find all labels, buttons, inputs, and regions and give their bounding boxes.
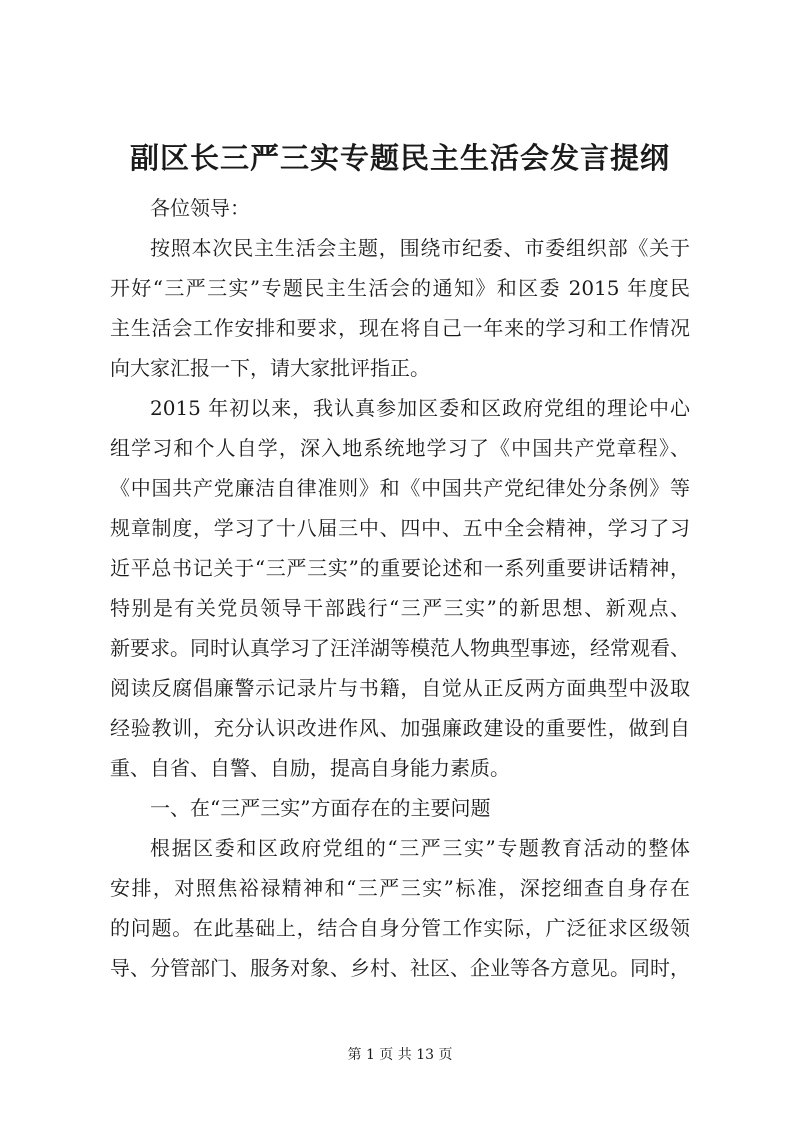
paragraph-line: 2015 年初以来，我认真参加区委和区政府党组的理论中心 (150, 396, 690, 420)
paragraph-line: 的问题。在此基础上，结合自身分管工作实际，广泛征求区级领 (110, 916, 690, 940)
paragraph-line: 特别是有关党员领导干部践行“三严三实”的新思想、新观点、 (110, 596, 690, 620)
document-title: 副区长三严三实专题民主生活会发言提纲 (129, 141, 670, 175)
salutation-line: 各位领导： (150, 196, 250, 220)
paragraph-line: 主生活会工作安排和要求，现在将自己一年来的学习和工作情况 (110, 316, 690, 340)
paragraph-line: 组学习和个人自学，深入地系统地学习了《中国共产党章程》、 (110, 436, 690, 460)
document-body (110, 188, 690, 988)
paragraph-line: 按照本次民主生活会主题，围绕市纪委、市委组织部《关于 (150, 236, 690, 260)
paragraph-line: 重、自省、自警、自励，提高自身能力素质。 (110, 756, 510, 780)
paragraph-line: 近平总书记关于“三严三实”的重要论述和一系列重要讲话精神， (110, 556, 690, 580)
paragraph-line: 《中国共产党廉洁自律准则》和《中国共产党纪律处分条例》等 (110, 476, 690, 500)
paragraph-line: 根据区委和区政府党组的“三严三实”专题教育活动的整体 (150, 836, 690, 860)
paragraph-line: 向大家汇报一下，请大家批评指正。 (110, 356, 430, 380)
paragraph-line: 安排，对照焦裕禄精神和“三严三实”标准，深挖细查自身存在 (110, 876, 690, 900)
paragraph-line: 新要求。同时认真学习了汪洋湖等模范人物典型事迹，经常观看、 (110, 636, 690, 660)
paragraph-line: 导、分管部门、服务对象、乡村、社区、企业等各方意见。同时， (110, 956, 690, 980)
paragraph-line: 开好“三严三实”专题民主生活会的通知》和区委 2015 年度民 (110, 276, 690, 300)
section-heading: 一、在“三严三实”方面存在的主要问题 (150, 796, 491, 820)
page-number-footer: 第 1 页 共 13 页 (347, 1047, 453, 1063)
paragraph-line: 规章制度，学习了十八届三中、四中、五中全会精神，学习了习 (110, 516, 690, 540)
paragraph-line: 阅读反腐倡廉警示记录片与书籍，自觉从正反两方面典型中汲取 (110, 676, 690, 700)
paragraph-line: 经验教训，充分认识改进作风、加强廉政建设的重要性，做到自 (110, 716, 690, 740)
